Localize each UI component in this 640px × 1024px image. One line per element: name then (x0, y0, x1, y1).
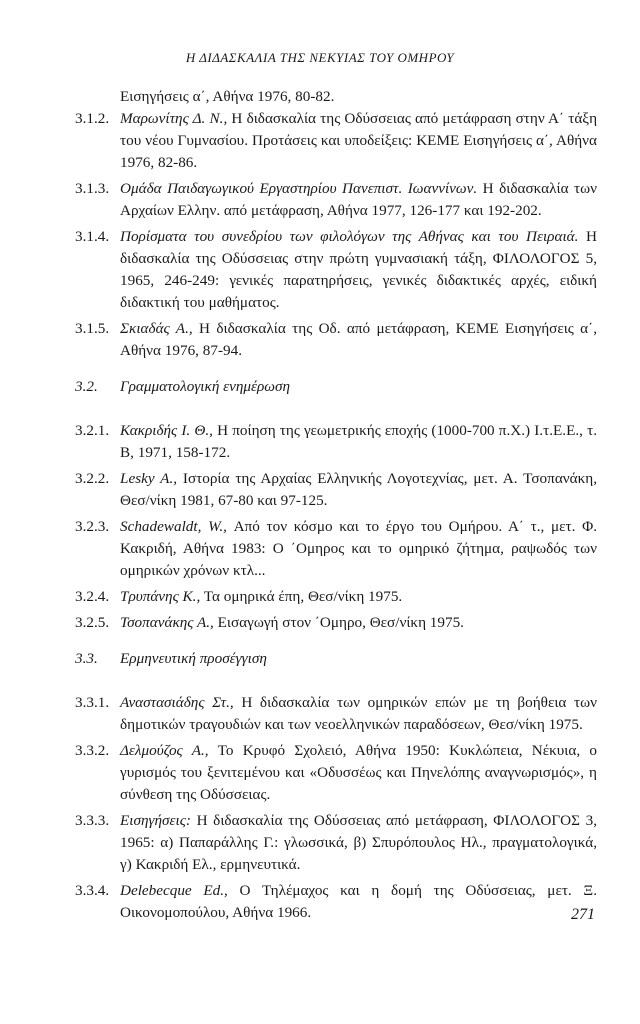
entry-text (120, 692, 597, 736)
section-title: Ερμηνευτική προσέγγιση (120, 650, 267, 667)
entry-number: 3.3.3. (75, 812, 110, 829)
entry-number: 3.3.1. (75, 694, 110, 711)
entry-author: Δελμούζος Α., (120, 742, 209, 759)
bibliography-entry (75, 108, 597, 174)
entry-citation: Ιστορία της Αρχαίας Ελληνικής Λογοτεχνίας, μετ. Α. Τσοπανάκη, Θεσ/νίκη 1981, 67-80 και 97-125. (120, 470, 597, 509)
bibliography-entry (75, 880, 597, 924)
section-heading-3-3 (75, 648, 597, 670)
entry-author: Πορίσματα του συνεδρίου των φιλολόγων της Αθήνας και του Πειραιά. (120, 228, 579, 245)
section-number: 3.2. (75, 378, 98, 395)
entry-citation: Η διδασκαλία της Οδύσσειας από μετάφραση, ΦΙΛΟΛΟΓΟΣ 3, 1965: α) Παπαράλλης Γ.: γλωσσικά, β) Σπυρόπουλος Ηλ., πραγματολογικά, γ) Κακριδή Ελ., ερμηνευτικά. (120, 812, 597, 873)
entry-text: Εισηγήσεις α΄, Αθήνα 1976, 80-82. (120, 88, 335, 105)
entry-text (120, 612, 597, 634)
entry-citation: Εισαγωγή στον ΄Ομηρο, Θεσ/νίκη 1975. (213, 614, 464, 631)
page-number: 271 (571, 906, 595, 923)
entry-text (120, 468, 597, 512)
bibliography-entry (75, 740, 597, 806)
entry-text (120, 880, 597, 924)
entry-number: 3.2.5. (75, 614, 110, 631)
section-3-2-entries (75, 420, 597, 634)
entry-text (120, 740, 597, 806)
entry-author: Schadewaldt, W., (120, 518, 227, 535)
entry-text (120, 318, 597, 362)
entry-author: Σκιαδάς Α., (120, 320, 193, 337)
entry-number: 3.2.1. (75, 422, 110, 439)
entry-text (120, 420, 597, 464)
entry-author: Τρυπάνης Κ., (120, 588, 201, 605)
bibliography-entry (75, 692, 597, 736)
bibliography-entry (75, 226, 597, 314)
bibliography-entry (75, 178, 597, 222)
bibliography-entry (75, 420, 597, 464)
entry-text (120, 108, 597, 174)
entry-author: Αναστασιάδης Στ., (120, 694, 234, 711)
bibliography-entry (75, 318, 597, 362)
entry-citation: Η διδασκαλία της Οδ. από μετάφραση, ΚΕΜΕ Εισηγήσεις α΄, Αθήνα 1976, 87-94. (120, 320, 597, 359)
bibliography-entry (75, 516, 597, 582)
entry-citation: Η διδασκαλία των Αρχαίων Ελλην. από μετάφραση, Αθήνα 1977, 126-177 και 192-202. (120, 180, 597, 219)
entry-citation: Η διδασκαλία των ομηρικών επών με τη βοήθεια των δημοτικών τραγουδιών και των νεοελληνικών παραδόσεων, Θεσ/νίκη 1975. (120, 694, 597, 733)
entry-number: 3.2.3. (75, 518, 110, 535)
running-head: Η ΔΙΔΑΣΚΑΛΙΑ ΤΗΣ ΝΕΚΥΙΑΣ ΤΟΥ ΟΜΗΡΟΥ (185, 50, 455, 65)
entry-citation: Ο Τηλέμαχος και η δομή της Οδύσσειας, μετ. Ξ. Οικονομοπούλου, Αθήνα 1966. (120, 882, 597, 921)
entry-number: 3.2.4. (75, 588, 110, 605)
entry-text (120, 226, 597, 314)
section-3-1-entries (75, 108, 597, 362)
entry-number: 3.3.2. (75, 742, 110, 759)
entry-author: Lesky A., (120, 470, 178, 487)
entry-text (120, 178, 597, 222)
entry-number: 3.2.2. (75, 470, 110, 487)
continuation-entry (75, 86, 597, 108)
entry-number: 3.1.3. (75, 180, 110, 197)
bibliography-entry (75, 586, 597, 608)
entry-number: 3.1.4. (75, 228, 110, 245)
section-title: Γραμματολογική ενημέρωση (120, 378, 291, 395)
entry-citation: Τα ομηρικά έπη, Θεσ/νίκη 1975. (200, 588, 403, 605)
section-3-3-entries (75, 692, 597, 924)
section-heading-3-2 (75, 376, 597, 398)
entry-number: 3.3.4. (75, 882, 110, 899)
entry-citation: Το Κρυφό Σχολειό, Αθήνα 1950: Κυκλώπεια, Νέκυια, ο γυρισμός του ξενιτεμένου και «Οδυσσέως και Πηνελόπης αναγνωρισμός», η σύνθεση της Οδύσσειας. (120, 742, 598, 803)
entry-author: Εισηγήσεις: (120, 812, 191, 829)
bibliography (75, 86, 597, 924)
entry-author: Delebecque Ed., (120, 882, 228, 899)
entry-citation: Από τον κόσμο και το έργο του Ομήρου. Α΄ τ., μετ. Φ. Κακριδή, Αθήνα 1983: Ο ΄Ομηρος και το ομηρικό ζήτημα, ραψωδός των ομηρικών χρόνων κτλ... (120, 518, 597, 579)
entry-author: Κακριδής Ι. Θ., (120, 422, 213, 439)
entry-text (120, 586, 597, 608)
bibliography-entry (75, 468, 597, 512)
entry-text (120, 516, 597, 582)
entry-citation: Η ποίηση της γεωμετρικής εποχής (1000-700 π.Χ.) Ι.τ.Ε.Ε., τ. Β, 1971, 158-172. (120, 422, 597, 461)
entry-number: 3.1.5. (75, 320, 110, 337)
entry-author: Ομάδα Παιδαγωγικού Εργαστηρίου Πανεπιστ. Ιωαννίνων. (120, 180, 478, 197)
entry-number (75, 86, 109, 108)
bibliography-entry (75, 810, 597, 876)
entry-citation: Η διδασκαλία της Οδύσσειας από μετάφραση στην Α΄ τάξη του νέου Γυμνασίου. Προτάσεις και υποδείξεις: ΚΕΜΕ Εισηγήσεις α΄, Αθήνα 1976, 82-86. (120, 110, 598, 171)
entry-author: Τσοπανάκης Α., (120, 614, 214, 631)
entry-text (120, 810, 597, 876)
entry-number: 3.1.2. (75, 110, 110, 127)
bibliography-entry (75, 612, 597, 634)
entry-author: Μαρωνίτης Δ. Ν., (120, 110, 228, 127)
section-number: 3.3. (75, 650, 98, 667)
entry-citation: Η διδασκαλία της Οδύσσειας στην πρώτη γυμνασιακή τάξη, ΦΙΛΟΛΟΓΟΣ 5, 1965, 246-249: γενικές παρατηρήσεις, γενικές διδακτικές αρχές, ειδική διδακτική του μαθήματος. (120, 228, 597, 311)
